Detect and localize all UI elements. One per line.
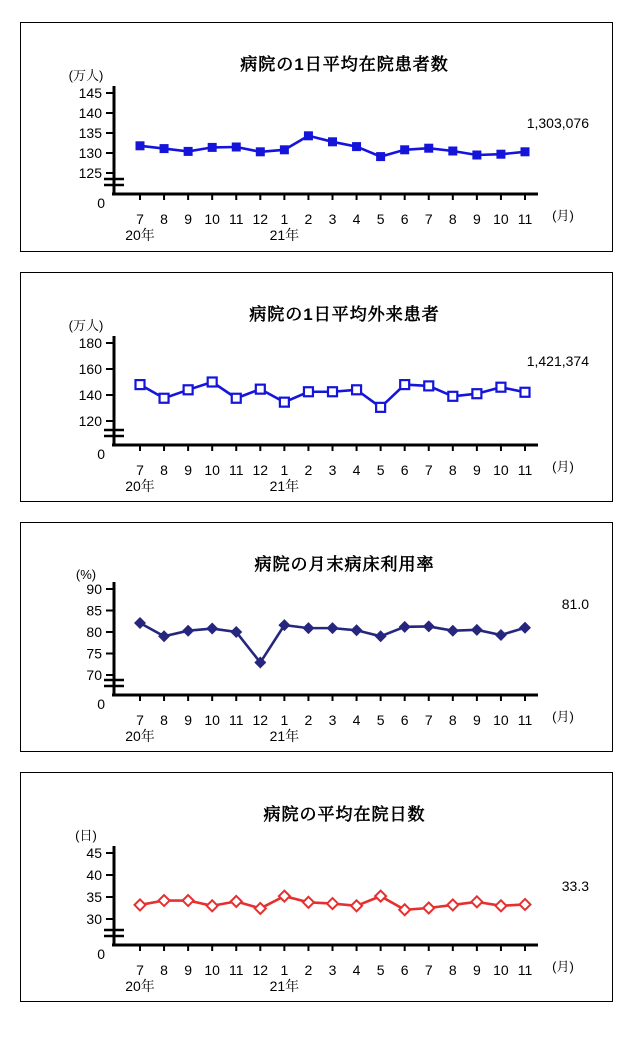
data-point [521,388,530,397]
y-tick-label: 120 [78,413,102,429]
data-point [302,622,314,634]
month-label: 11 [517,211,533,227]
month-label: 6 [400,962,409,978]
chart-box-inpatients [20,22,613,252]
y-tick-label: 160 [78,361,102,377]
data-point [232,143,241,152]
data-point [424,381,433,390]
month-label: 3 [328,211,337,227]
year-label: 20年 [125,227,155,243]
zero-label: 0 [97,946,105,962]
data-point [521,147,530,156]
data-point [352,385,361,394]
data-point [255,903,266,914]
month-label: 4 [352,462,361,478]
month-label: 6 [400,462,409,478]
month-label: 8 [448,712,457,728]
month-label: 10 [204,712,220,728]
zero-label: 0 [97,195,105,211]
data-point [495,900,506,911]
month-label: 3 [328,462,337,478]
month-label: 11 [228,462,244,478]
latest-value-label: 1,303,076 [526,115,589,131]
month-label: 7 [424,211,433,227]
month-label: 9 [184,462,193,478]
data-point [352,142,361,151]
month-label: 4 [352,962,361,978]
data-point [184,385,193,394]
month-label: 8 [160,962,168,978]
y-unit-label: (万人) [68,68,104,83]
data-point [304,387,313,396]
data-point [496,383,505,392]
month-label: 7 [424,962,433,978]
month-label: 9 [184,211,193,227]
month-label: 4 [352,211,361,227]
month-label: 1 [280,962,289,978]
line-plot-bed-utilization [21,523,612,751]
month-label: 5 [376,712,385,728]
year-label: 21年 [269,978,300,994]
month-label: 10 [493,712,509,728]
y-unit-label: (日) [75,828,97,843]
chart-title: 病院の1日平均在院患者数 [240,55,449,74]
month-label: 11 [228,962,244,978]
data-point [328,137,337,146]
data-point [423,903,434,914]
data-point [231,896,242,907]
month-label: 9 [472,712,481,728]
month-label: 2 [304,712,313,728]
data-point [400,380,409,389]
month-label: 3 [328,712,337,728]
month-label: 10 [493,462,509,478]
latest-value-label: 81.0 [561,596,589,612]
month-label: 5 [376,462,385,478]
data-point [184,147,193,156]
month-label: 7 [136,712,144,728]
y-tick-label: 145 [78,85,102,101]
month-label: 6 [400,211,409,227]
month-label: 2 [304,211,313,227]
y-unit-label: (万人) [68,318,104,333]
chart-box-bed-utilization [20,522,613,752]
line-plot-outpatients [21,273,612,501]
data-point [134,617,146,629]
data-point [447,625,459,637]
month-label: 10 [493,211,509,227]
month-label: 8 [448,962,457,978]
data-point [158,630,170,642]
month-unit-label: (月) [552,208,574,223]
data-point [256,147,265,156]
year-label: 21年 [269,728,300,744]
y-tick-label: 75 [86,645,102,662]
y-unit-label: (%) [75,567,97,582]
y-tick-label: 80 [86,624,102,640]
data-point [424,144,433,153]
month-label: 1 [280,211,289,227]
data-point [328,387,337,396]
data-point [376,403,385,412]
month-unit-label: (月) [552,959,574,974]
month-label: 1 [280,712,289,728]
month-label: 10 [204,211,220,227]
data-point [376,152,385,161]
month-label: 8 [160,462,168,478]
data-point [207,900,218,911]
month-label: 12 [252,962,269,978]
month-unit-label: (月) [552,459,574,474]
year-label: 21年 [269,227,300,243]
chart-title: 病院の月末病床利用率 [254,555,435,574]
chart-title: 病院の1日平均外来患者 [249,305,440,324]
month-label: 9 [184,962,193,978]
month-label: 11 [517,462,533,478]
data-point [206,623,218,635]
month-label: 8 [448,462,457,478]
month-label: 11 [228,211,244,227]
data-point [519,622,531,634]
data-point [280,398,289,407]
data-point [520,899,531,910]
zero-label: 0 [97,696,105,712]
month-label: 9 [472,462,481,478]
data-point [399,904,410,915]
data-point [447,899,458,910]
chart-box-outpatients [20,272,613,502]
data-point [232,394,241,403]
data-point [280,145,289,154]
data-point [208,143,217,152]
y-tick-label: 70 [86,667,102,683]
line-plot-avg-stay-days [21,773,612,1001]
data-point [159,895,170,906]
month-label: 12 [252,211,269,227]
month-label: 9 [472,962,481,978]
month-unit-label: (月) [552,709,574,724]
data-point [471,896,482,907]
data-point [135,899,146,910]
month-label: 11 [228,712,244,728]
data-point [303,897,314,908]
month-label: 7 [424,712,433,728]
data-point [136,380,145,389]
data-point [351,900,362,911]
data-point [400,145,409,154]
latest-value-label: 33.3 [561,878,589,894]
y-tick-label: 45 [86,845,102,861]
data-point [327,898,338,909]
month-label: 7 [424,462,433,478]
month-label: 1 [280,462,289,478]
data-point [448,392,457,401]
month-label: 10 [204,462,220,478]
month-label: 8 [160,211,168,227]
data-point [448,147,457,156]
data-point [496,150,505,159]
y-tick-label: 35 [86,889,102,905]
year-label: 20年 [125,728,155,744]
y-tick-label: 125 [78,165,102,181]
data-point [208,378,217,387]
month-label: 5 [376,962,385,978]
month-label: 12 [252,712,269,728]
data-point [495,629,507,641]
data-point [375,891,386,902]
month-label: 2 [304,462,313,478]
y-tick-label: 90 [86,581,102,597]
chart-title: 病院の平均在院日数 [263,805,426,824]
month-label: 12 [252,462,269,478]
month-label: 10 [204,962,220,978]
chart-box-avg-stay-days [20,772,613,1002]
data-point [375,630,387,642]
month-label: 8 [160,712,168,728]
year-label: 21年 [269,478,300,494]
month-label: 6 [400,712,409,728]
data-point [304,131,313,140]
month-label: 11 [517,962,533,978]
data-point [160,394,169,403]
month-label: 7 [136,462,144,478]
data-point [399,621,411,633]
month-label: 2 [304,962,313,978]
month-label: 8 [448,211,457,227]
month-label: 9 [184,712,193,728]
data-point [472,389,481,398]
month-label: 7 [136,962,144,978]
month-label: 5 [376,211,385,227]
month-label: 11 [517,712,533,728]
data-point [471,624,483,636]
y-tick-label: 140 [78,387,102,403]
month-label: 4 [352,712,361,728]
month-label: 9 [472,211,481,227]
y-tick-label: 140 [78,105,102,121]
data-point [423,620,435,632]
month-label: 7 [136,211,144,227]
line-plot-inpatients [21,23,612,251]
year-label: 20年 [125,478,155,494]
data-point [183,895,194,906]
zero-label: 0 [97,446,105,462]
month-label: 10 [493,962,509,978]
data-point [327,622,339,634]
data-point [351,624,363,636]
y-tick-label: 85 [86,602,102,619]
data-point [472,151,481,160]
y-tick-label: 130 [78,145,102,161]
year-label: 20年 [125,978,155,994]
y-tick-label: 180 [78,335,102,351]
latest-value-label: 1,421,374 [526,353,589,369]
data-point [279,891,290,902]
y-tick-label: 135 [78,125,102,141]
data-point [160,144,169,153]
month-label: 3 [328,962,337,978]
data-point [256,385,265,394]
data-point [182,625,194,637]
data-point [136,141,145,150]
y-tick-label: 40 [86,867,102,883]
y-tick-label: 30 [86,911,102,927]
